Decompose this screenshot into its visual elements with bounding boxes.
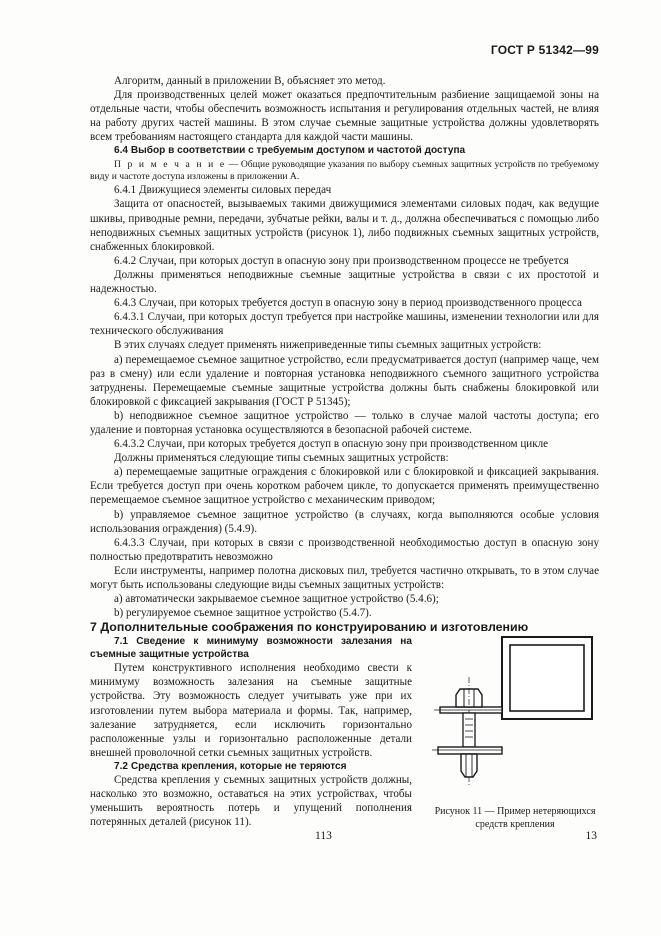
note-label: П р и м е ч а н и е (114, 158, 227, 170)
list-item: b) управляемое съемное защитное устройство (в случаях, когда выполняются особые условия использования ограждения) (5.4.9). (90, 508, 599, 535)
paragraph: В этих случаях следует применять нижеприведенные типы съемных защитных устройств: (114, 339, 542, 352)
paragraph: Защита от опасностей, вызываемых такими движущимися элементами силовых подач, как ведущие шкивы, приводные ремни, передачи, зубчатые рейки, валы и т. д., должна обеспечиваться с помощью либо неподвижных съемных защитных устройств (рисунок 1), либо подвижных съемных защитных устройств, снабженных блокировкой. (90, 198, 599, 253)
list-item: а) перемещаемое съемное защитное устройство, если предусматривается доступ (например чаще, чем раз в смену) или если удаление и повторная установка неподвижного съемного защитного устройства затруднены. Перемещаемые съемные защитные устройства должны быть снабжены блокировкой или блокировкой с фиксацией закрывания (ГОСТ Р 51345); (90, 353, 599, 408)
bolt-head (461, 754, 477, 777)
note-text: — Общие руководящие указания по выбору съемных защитных устройств по требуемому виду и частоте доступа изложены в приложении А. (90, 158, 600, 182)
paragraph: Путем конструктивного исполнения необходимо свести к минимуму возможность залезания на съемные защитные устройства. Эту возможность следует учитывать уже при их изготовлении путем выбора материала и формы. Так, например, залезание затрудняется, если исключить горизонтально расположенные узлы и горизонтально расположенные детали внешней проволочной сетки съемных защитных устройств. (90, 662, 412, 759)
subsection-heading: 6.4.3.1 Случаи, при которых доступ требуется при настройке машины, изменении технологии или для технического обслуживания (90, 311, 599, 338)
list-item: а) перемещаемые защитные ограждения с блокировкой или с блокировкой и фиксацией закрывания. Если требуется доступ при очень коротком рабочем цикле, то допускается применять преимущественно перемещаемое съемное защитное устройство с механическим приводом; (90, 466, 599, 507)
subsection-heading: 6.4.3.2 Случаи, при которых требуется доступ в опасную зону при производственном цикле (114, 438, 549, 451)
paragraph: Алгоритм, данный в приложении В, объясняет это метод. (114, 75, 386, 87)
document-body (90, 74, 599, 829)
subsection-heading: 6.4.3.3 Случаи, при которых в связи с производственной необходимостью доступ в опасную зону полностью предотвратить невозможно (90, 536, 599, 563)
figure-11 (430, 635, 600, 831)
inner-profile (510, 645, 584, 711)
standard-header: ГОСТ Р 51342—99 (490, 43, 599, 57)
page-number-right: 13 (585, 830, 597, 842)
paragraph: Средства крепления у съемных защитных устройств должны, насколько это возможно, оставаться на этих устройствах, чтобы уменьшить вероятность потерь и упущений пополнения потерянных деталей (рисунок 11). (90, 773, 412, 829)
page-number-center: 113 (315, 830, 332, 842)
section-heading-7-1: 7.1 Сведение к минимуму возможности залезания на съемные защитные устройства (90, 636, 412, 661)
subsection-heading: 6.4.2 Случаи, при которых доступ в опасную зону при производственном процессе не требуется (114, 254, 569, 267)
list-item: b) регулируемое съемное защитное устройство (5.4.7). (114, 607, 372, 620)
list-item: а) автоматически закрываемое съемное защитное устройство (5.4.6); (114, 593, 439, 606)
figure-caption: Рисунок 11 — Пример нетеряющихся средств крепления (434, 806, 596, 830)
section-heading-7-2: 7.2 Средства крепления, которые не теряются (114, 760, 347, 772)
paragraph: Для производственных целей может оказаться предпочтительным разбиение защищаемой зоны на отдельные части, чтобы обеспечить возможность испытания и регулирования отдельных частей, не влияя на работу других частей машины. В этом случае съемные защитные устройства должны удовлетворять всем требованиям настоящего стандарта для каждой части машины. (90, 89, 599, 144)
note (90, 159, 599, 184)
left-column (90, 635, 412, 829)
fastener-drawing (430, 635, 600, 800)
list-item: b) неподвижное съемное защитное устройство — только в случае малой частоты доступа; его удаление и повторная установка осуществляются в безопасной рабочей системе. (90, 409, 599, 436)
paragraph: Должны применяться неподвижные съемные защитные устройства в связи с их простотой и надежностью. (90, 268, 599, 296)
section-heading-6-4: 6.4 Выбор в соответствии с требуемым доступом и частотой доступа (114, 145, 466, 157)
subsection-heading: 6.4.1 Движущиеся элементы силовых передач (114, 184, 332, 197)
subsection-heading: 6.4.3 Случаи, при которых требуется доступ в опасную зону в период производственного процесса (114, 297, 582, 310)
section-heading-7: 7 Дополнительные соображения по конструированию и изготовлению (90, 620, 529, 635)
two-column-block (90, 635, 599, 829)
paragraph: Если инструменты, например полотна дисковых пил, требуется частично открывать, то в этом случае могут быть использованы следующие виды съемных защитных устройств: (90, 564, 599, 591)
base-plate (438, 747, 502, 754)
paragraph: Должны применяться следующие типы съемных защитных устройств: (114, 452, 449, 465)
bolt-shank (463, 713, 475, 747)
